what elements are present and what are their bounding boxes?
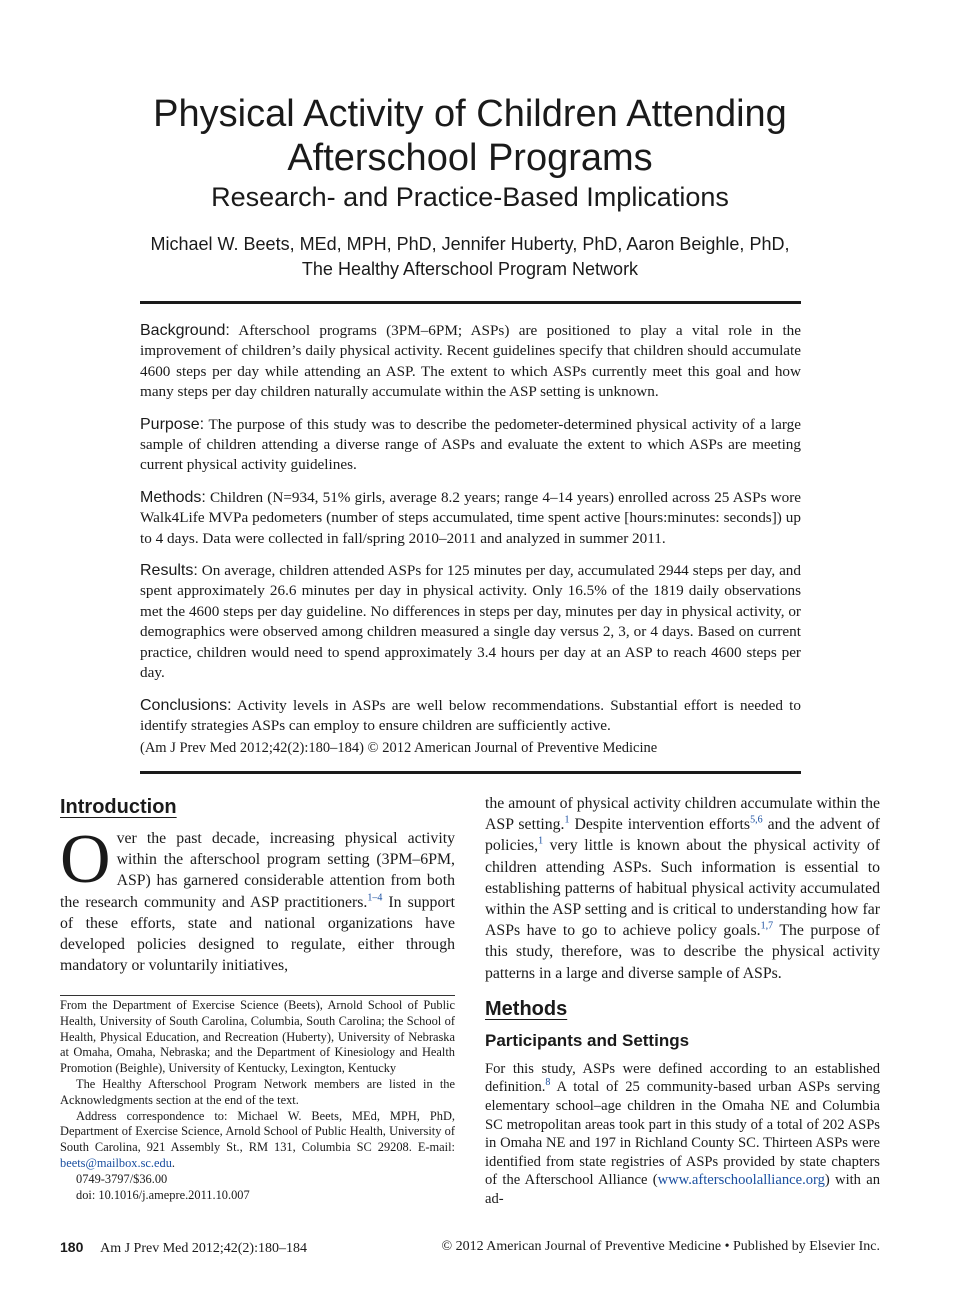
article-header (60, 92, 880, 282)
cont-text-c: and the advent of policies, (485, 816, 880, 855)
methods-heading: Methods (485, 997, 568, 1020)
footnote-issn: 0749-3797/$36.00 (76, 1171, 168, 1186)
footnote (60, 998, 455, 1203)
drop-cap: O (60, 821, 111, 898)
background-label: Background: (140, 322, 230, 339)
author-list (60, 232, 880, 282)
authors-line-2: The Healthy Afterschool Program Network (301, 259, 639, 279)
abstract-conclusions (140, 696, 801, 737)
journal-reference: Am J Prev Med 2012;42(2):180–184 (100, 1241, 307, 1256)
afterschool-alliance-link[interactable]: www.afterschoolalliance.org (657, 1172, 825, 1189)
footnote-rule (60, 995, 455, 996)
intro-text-b: –6 (412, 851, 429, 869)
email-link[interactable]: beets@mailbox.sc.edu (60, 1155, 172, 1170)
abstract-top-rule (140, 301, 801, 304)
reference-link[interactable]: 1–4 (367, 892, 383, 904)
page-number: 180 (60, 1239, 84, 1255)
reference-link[interactable]: 1 (538, 836, 544, 848)
conclusions-label: Conclusions: (140, 696, 232, 714)
intro-pm-1: PM (389, 851, 413, 869)
address-end: . (171, 1155, 175, 1170)
intro-pm-2: PM (428, 851, 452, 869)
abstract-background (140, 321, 801, 403)
footnote-doi: doi: 10.1016/j.amepre.2011.10.007 (76, 1187, 250, 1202)
reference-link[interactable]: 1 (564, 814, 570, 826)
methods-paragraph (485, 1060, 880, 1209)
abstract-methods (140, 488, 801, 549)
article-subtitle: Research- and Practice-Based Implications (211, 182, 729, 212)
purpose-text: The purpose of this study was to describe the pedometer-determined physical activity of a large sample of children attending a diverse range of ASPs and evaluate the extent to which ASPs are meeting current physical activity guidelines. (140, 415, 801, 474)
page-footer (60, 1237, 880, 1259)
introduction-continued (485, 793, 880, 984)
footnote-address (60, 1109, 455, 1172)
results-label: Results: (140, 562, 198, 580)
title-line-2: Afterschool Programs (287, 137, 653, 179)
methods-text-a: For this study, ASPs were defined according to an established definition. (485, 1060, 880, 1096)
participants-heading: Participants and Settings (485, 1030, 690, 1050)
methods-text: Children (N=934, 51% girls, average 8.2 years; range 4–14 years) enrolled across 25 ASPs wore Walk4Life MVPa pedometers (number of steps accumulated, time spent active [hours:minutes: seconds]) up to 4 days. Data were collected in fall/spring 2010–2011 and analyzed in summer 2011. (140, 488, 802, 547)
intro-text-a: ver the past decade, increasing physical activity within the afterschool program setting (3 (116, 830, 455, 869)
abstract (140, 321, 801, 771)
footer-right (441, 1237, 880, 1257)
cont-text-a: the amount of physical activity children accumulate within the ASP setting. (485, 795, 880, 834)
reference-link[interactable]: 5,6 (750, 814, 763, 826)
cont-text-d: very little is known about the physical activity of children attending ASPs. Such information is essential to establishing patterns of habitual physical activity accumulated within the ASP setting and is critical to understanding how far ASPs have to go to achieve policy goals. (485, 837, 880, 940)
background-text: Afterschool programs (3PM–6PM; ASPs) are positioned to play a vital role in the improvement of children’s daily physical activity. Recent guidelines specify that children should accumulate 4600 steps per day while attending an ASP. The extent to which ASPs currently meet this goal and how many steps per day children naturally accumulate within the ASP setting is unknown. (140, 322, 801, 401)
publisher: Published by Elsevier Inc. (733, 1239, 880, 1254)
footnote-network: The Healthy Afterschool Program Network members are listed in the Acknowledgments section at the end of the text. (60, 1076, 455, 1107)
purpose-label: Purpose: (140, 415, 205, 433)
methods-label: Methods: (140, 488, 206, 506)
methods-text-c: ) with an ad- (485, 1172, 880, 1207)
title-line-1: Physical Activity of Children Attending (153, 93, 787, 135)
intro-text-c: , ASP) has garnered considerable attention from both the research community and ASP practitioners. (60, 851, 455, 911)
cont-text-b: Despite intervention efforts (569, 816, 751, 834)
left-column (60, 794, 455, 976)
article-title (60, 92, 880, 180)
methods-text-b: A total of 25 community-based urban ASPs serving elementary school–age children in the Omaha NE and Columbia SC metropolitan areas took part in this study of a total of 202 ASPs in Omaha NE and 197 in Richland County SC. Thirteen ASPs were identified from state registries of ASPs provided by state chapters of the Afterschool Alliance ( (485, 1079, 880, 1189)
introduction-paragraph (60, 821, 455, 976)
cont-text-e: The purpose of this study, therefore, was to describe the physical activity patterns in a large and diverse sample of ASPs. (485, 922, 880, 982)
abstract-results (140, 561, 801, 683)
abstract-citation: (Am J Prev Med 2012;42(2):180–184) © 2012 American Journal of Preventive Medicine (140, 740, 658, 757)
footnote-affiliation: From the Department of Exercise Science (Beets), Arnold School of Public Health, University of South Carolina, Columbia, South Carolina; the School of Health, Physical Education, and Recreation (Huberty), University of Nebraska at Omaha, Omaha, Nebraska; and the Department of Kinesiology and Health Promotion (Beighle), University of Kentucky, Lexington, Kentucky (60, 998, 455, 1076)
address-text: Address correspondence to: Michael W. Beets, MEd, MPH, PhD, Department of Exercise Science, Arnold School of Public Health, University of South Carolina, 921 Assembly St., RM 131, Columbia SC 29208. E-mail: (60, 1108, 455, 1155)
bullet-separator: • (724, 1239, 730, 1254)
intro-text-d: In support of these efforts, state and national organizations have developed policies designed to regulate, either through mandatory or voluntarily initiatives, (60, 893, 455, 975)
introduction-heading: Introduction (60, 796, 177, 818)
abstract-bottom-rule (140, 771, 801, 774)
reference-link[interactable]: 1,7 (760, 920, 774, 932)
abstract-purpose (140, 415, 801, 476)
authors-line-1: Michael W. Beets, MEd, MPH, PhD, Jennifer Huberty, PhD, Aaron Beighle, PhD, (150, 234, 790, 254)
reference-link[interactable]: 8 (545, 1077, 551, 1089)
conclusions-text: Activity levels in ASPs are well below recommendations. Substantial effort is needed to identify strategies ASPs can employ to ensure children are sufficiently active. (140, 696, 801, 734)
right-column (485, 793, 880, 1209)
copyright: © 2012 American Journal of Preventive Medicine (441, 1239, 722, 1254)
results-text: On average, children attended ASPs for 125 minutes per day, accumulated 2944 steps per day, and spent approximately 26.6 minutes per day in physical activity. Only 16.5% of the 1819 daily observations met the 4600 steps per day guideline. No differences in steps per day, minutes per day in physical activity, or demographics were observed among children measured a single day versus 2, 3, or 4 days. Based on current practice, children would need to spend approximately 3.4 hours per day at an ASP to reach 4600 steps per day. (140, 562, 801, 682)
